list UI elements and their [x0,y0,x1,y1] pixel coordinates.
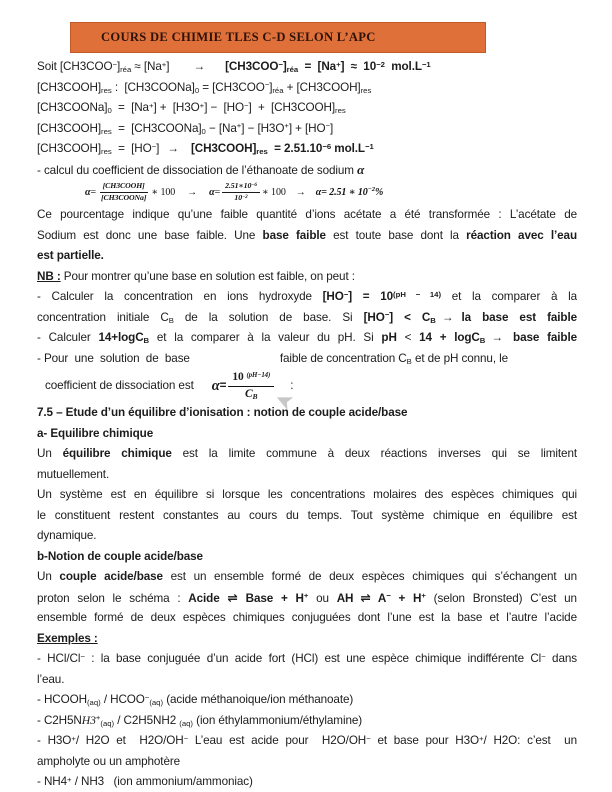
text-run: de la solution de base. Si [173,310,364,324]
text-line-14 [37,328,577,349]
text-run: [HO [322,290,344,303]
text-run: res [101,85,112,95]
text-run: = [Na [111,101,149,114]
text-run: → [491,331,504,344]
text-run: 10 [232,371,247,384]
fraction [98,182,149,203]
text-line-10 [37,246,577,267]
text-run: ou [308,591,337,605]
page-title: COURS DE CHIMIE TLES C-D SELON L’APC [101,30,376,44]
text-run: − [278,59,283,69]
text-run: H3 [81,713,96,727]
text-run: AH [336,591,354,605]
text-run: - Calculer [37,331,99,344]
text-run: + [95,713,101,723]
spacer [175,192,187,193]
text-run: : [290,379,294,392]
text-run: concentration initiale C [37,310,169,324]
text-run: [CH3COONa] [100,193,147,202]
title-banner [70,22,486,53]
text-run: / C2H5NH2 [114,713,180,727]
text-run: équilibre chimique [62,447,172,460]
spacer [503,340,513,341]
fraction [228,371,274,400]
text-run: 0 [107,106,112,116]
text-run: Pour montrer qu’une base en solution est faible, on peut : [60,269,355,283]
text-run: / H2O: c’est un [483,734,577,747]
text-run: - calcul du coefficient de dissociation de l’éthanoate de sodium [37,163,358,177]
text-line-7 [85,180,577,205]
text-run: - C2H5N [37,713,82,727]
text-run: (selon Bronsted) C’est un [425,591,577,605]
text-run: = [90,187,96,198]
text-run: = [CH3COONa] [111,121,202,135]
text-line-29 [37,649,577,670]
text-run: ampholyte ou un amphotère [37,754,181,768]
text-run: 14+logC [98,331,144,344]
text-run: B [479,336,486,346]
text-run: = [214,187,221,198]
text-run: est partielle. [37,249,104,262]
text-run: − [325,121,331,131]
text-run: [HO [363,310,385,324]
text-run: ] − [HO [204,101,244,114]
text-run: − [183,733,189,743]
spacer [197,192,209,193]
text-run: (acide méthanoique/ion méthanoate) [163,693,354,706]
text-run: ] + [H3O [153,101,200,114]
text-run: = [HO [111,142,152,155]
text-line-28 [37,629,577,650]
text-line-3 [37,98,577,119]
text-run: ] ≈ 10 [340,60,377,73]
text-line-17 [37,403,577,424]
text-run: est la limite commune à deux réactions inverses qui se limitent [171,447,577,460]
text-run: b-Notion de couple acide/base [37,549,203,563]
text-run: = 2.51.10 [267,142,323,155]
text-run: res [101,147,112,157]
text-run: couple acide/base [59,570,163,583]
text-line-20 [37,465,577,486]
text-run: ] < C [389,310,431,324]
text-run: - Pour une solution de base [37,351,190,365]
fraction [222,182,260,203]
text-run: ] [116,60,121,73]
text-run: est un ensemble formé de deux espèces chimiques qui s’échangent un [162,570,577,583]
spacer [205,69,225,70]
text-run: - HCl/Cl [37,652,81,665]
text-run: [CH3COOH] [102,181,145,191]
text-run: / H2O et H2O/OH [75,734,184,747]
text-line-9 [37,226,577,247]
text-run: α [85,187,91,198]
text-run: + [479,733,484,743]
text-run: ⇌ [227,590,238,605]
text-run: et la comparer à la [441,290,577,303]
text-line-22 [37,506,577,527]
text-run: B [252,391,258,401]
text-run: − [384,310,390,320]
text-run: (aq) [86,698,101,708]
text-run: Exemples : [37,631,98,645]
text-run: Sodium est donc une base faible. Une [37,228,263,242]
text-run: B [168,315,174,325]
text-run: = [219,379,227,392]
text-run: - NH4 [37,775,68,788]
document-body [37,57,577,792]
text-run: réa [272,85,284,95]
text-run: coefficient de dissociation est [45,379,194,392]
text-run: → [295,187,306,198]
text-run: 14 + logC [419,331,480,344]
text-run: Acide [188,591,228,605]
text-run: − [541,651,546,661]
text-line-8 [37,205,577,226]
text-line-35 [37,772,577,792]
text-run: et la comparer à la valeur du pH. Si [149,331,382,344]
text-line-26 [37,588,577,609]
text-run: + [284,121,289,131]
text-run: − [343,289,349,299]
text-run: − [80,651,85,661]
text-line-31 [37,690,577,711]
text-run: = [CH3COO [199,80,265,94]
text-run: / NH3 (ion ammonium/ammoniac) [71,775,253,788]
text-run: − [243,100,249,110]
text-run: [CH3COOH] [37,80,102,94]
text-run: pH [381,331,397,344]
text-run: [CH3COOH] [37,142,102,155]
text-run: res [101,126,112,136]
text-run: res [335,106,346,116]
text-run: < [396,331,420,344]
text-run: 0 [194,85,200,95]
text-run: base faible [513,331,577,344]
text-run: 2.51∗10 [225,181,252,191]
text-run: 0 [201,126,206,136]
text-run: ] + [CH3COOH] [248,101,335,114]
text-run: réa [286,65,299,75]
spacer [190,361,280,362]
text-run: → [167,142,179,155]
text-run: mol.L [331,142,365,155]
text-line-6 [37,160,577,181]
text-run: Base + H [237,591,304,605]
text-run: % [375,187,384,198]
text-run: [CH3COO [225,60,279,73]
text-run: − [386,591,391,601]
text-run: ⇌ [360,590,371,605]
text-run: ≈ [Na [131,60,162,73]
alpha-formula [210,369,279,403]
text-run: res [256,147,268,157]
text-run: −6 [251,181,257,188]
text-line-34 [37,752,577,773]
spacer [169,69,193,70]
text-run: −2 [242,193,248,200]
text-run: − [144,692,150,702]
text-run: : [CH3COONa] [111,80,195,94]
text-run: −2 [376,59,385,69]
text-run: + [161,59,167,69]
text-run: −6 [322,141,332,151]
text-run: ] [282,60,287,73]
text-run: dynamique. [37,529,97,542]
text-run: et de pH connu, le [411,351,509,365]
text-line-23 [37,526,577,547]
text-run: ] [269,80,273,94]
text-run: Un [37,570,60,583]
text-run: (aq) [149,698,164,708]
text-run: + [303,591,309,601]
text-run: −2 [367,186,376,194]
text-run: − [151,141,157,151]
text-run: [CH3COOH] [190,142,257,155]
text-run: NB : [37,269,61,283]
text-run: ∗ 100 [151,187,176,198]
text-run: faible de concentration C [279,351,407,365]
text-run: = 2.51 ∗ 10 [321,187,368,198]
text-run: l’eau. [37,672,65,686]
text-run: (pH−14) [246,372,271,380]
text-run: α [315,187,322,198]
text-run: B [430,315,436,325]
text-run: réa [120,65,132,75]
text-run: Un système est en équilibre si lorsque les concentrations molaires des espèces chimiques qui [37,488,577,501]
text-line-11 [37,267,577,288]
text-line-2 [37,78,577,99]
text-run: Un [37,447,63,460]
text-run: B [143,336,150,346]
text-run: a- Equilibre chimique [37,426,154,440]
text-run: ] = 10 [348,290,394,303]
text-run: (ion éthylammonium/éthylamine) [193,713,363,727]
text-run: - H3O [37,734,72,747]
text-line-33 [37,731,577,752]
text-run: Ce pourcentage indique qu’une faible quantité d’ions acétate a été transformée : L’acétate de [37,208,577,221]
text-run: B [406,356,412,366]
text-run: (aq) [100,718,115,728]
text-run: − [366,733,371,743]
spacer [286,192,296,193]
text-line-32 [37,711,577,732]
text-run: + [67,774,72,784]
text-line-19 [37,444,577,465]
text-run: (pH − 14) [393,289,442,299]
text-run: − [264,80,270,90]
text-run: - Calculer la concentration en ions hydroxyde [37,290,323,303]
text-run: −1 [421,59,431,69]
text-run: et base pour H3O [370,734,479,747]
text-run: ] [166,60,170,73]
text-run: (aq) [179,718,193,728]
text-run: est toute base dont la [325,228,467,242]
text-run: [CH3COONa] [37,101,108,114]
text-run: −1 [364,141,374,151]
text-run: mol.L [384,60,422,73]
text-run: + [336,59,341,69]
text-run: - HCOOH [37,693,87,706]
text-line-18 [37,424,577,445]
text-run: [CH3COOH] [37,121,102,135]
text-run: = [Na [298,60,337,73]
text-run: → [441,310,454,324]
text-run: α [357,161,365,177]
text-run: ] [156,142,160,155]
text-run: ensemble formé de deux espèces chimiques conjuguées dont l’une est la base et l’autre l’acide [37,611,577,624]
spacer [194,386,210,387]
text-run: + [421,591,426,601]
text-run: − [112,59,117,69]
text-run: réaction avec l’eau [466,228,577,242]
text-line-5 [37,139,577,160]
text-line-21 [37,485,577,506]
text-line-24 [37,547,577,568]
text-run: base faible [262,228,326,242]
text-run: − [Na [205,121,237,135]
text-run: / HCOO [100,693,145,706]
text-line-13 [37,308,577,329]
text-run: L’eau est acide pour H2O/OH [188,734,367,747]
text-line-30 [37,670,577,691]
text-line-15 [37,349,577,370]
text-run: + [199,100,205,110]
text-run: ∗ 100 [261,187,286,198]
spacer [179,151,191,152]
text-run: + [CH3COOH] [283,80,361,94]
text-run: dans [545,652,577,665]
text-run: ] − [H3O [241,121,285,135]
dissociation-formula-line [37,369,577,403]
text-run: 7.5 – Etude d’un équilibre d’ionisation : notion de couple acide/base [37,406,408,419]
text-line-1 [37,57,577,78]
text-run: 10 [234,193,243,202]
text-run: res [360,85,372,95]
text-run: ] + [HO [288,121,326,135]
text-run: Soit [CH3COO [37,60,113,73]
text-run: le constituent restent constantes au cours du temps. Tout système chimique en équilibre est [37,508,577,522]
text-line-4 [37,119,577,140]
text-run: proton selon le schéma : [37,591,189,605]
text-line-27 [37,608,577,629]
spacer [454,320,462,321]
text-run: C [244,387,253,400]
text-run: α [211,378,220,394]
text-run: + [236,121,242,131]
text-run: ] [330,121,334,135]
text-run: A [377,591,387,605]
text-run: α [209,187,215,198]
text-run: + [71,733,76,743]
text-run: + [148,100,154,110]
spacer [371,601,378,602]
spacer [306,192,316,193]
text-run: : la base conjuguée d’un acide fort (HCl) est une espèce chimique indifférente Cl [84,652,542,665]
text-run: + H [390,591,422,605]
text-line-12 [37,287,577,308]
text-run: → [187,187,198,198]
text-run: → [193,60,206,73]
text-run: la base est faible [461,310,577,324]
text-line-25 [37,567,577,588]
text-run: mutuellement. [37,467,110,481]
